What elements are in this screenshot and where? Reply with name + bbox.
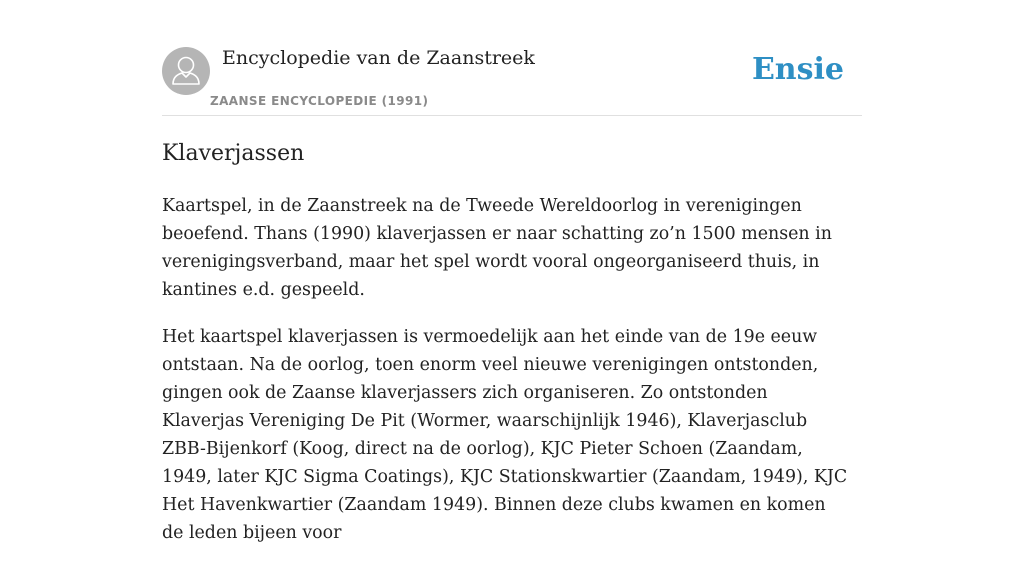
brand-logo[interactable]: Ensie — [751, 52, 844, 87]
source-subtitle[interactable]: ZAANSE ENCYCLOPEDIE (1991) — [210, 94, 429, 108]
article-title: Klaverjassen — [162, 141, 305, 166]
source-title[interactable]: Encyclopedie van de Zaanstreek — [222, 47, 535, 69]
article-paragraph: Het kaartspel klaverjassen is vermoedelijk aan het einde van de 19e eeuw ontstaan. Na de oorlog, toen enorm veel nieuwe verenigingen ontstonden, gingen ook de Zaanse klaverjassers zich organiseren. Zo ontstonden Klaverjas Vereniging De Pit (Wormer, waarschijnlijk 1946), Klaverjasclub ZBB-Bijenkorf (Koog, direct na de oorlog), KJC Pieter Schoen (Zaandam, 1949, later KJC Sigma Coatings), KJC Stationskwartier (Zaandam, 1949), KJC Het Havenkwartier (Zaandam 1949). Binnen deze clubs kwamen en komen de leden bijeen voor — [162, 327, 848, 543]
source-header — [162, 46, 862, 116]
article-paragraph: Kaartspel, in de Zaanstreek na de Tweede Wereldoorlog in verenigingen beoefend. Thans (1990) klaverjassen er naar schatting zo’n 1500 mensen in verenigingsverband, maar het spel wordt vooral ongeorganiseerd thuis, in kantines e.d. gespeeld. — [162, 196, 832, 300]
user-icon[interactable] — [162, 47, 210, 95]
article-body — [162, 192, 852, 566]
header-divider — [162, 115, 862, 116]
